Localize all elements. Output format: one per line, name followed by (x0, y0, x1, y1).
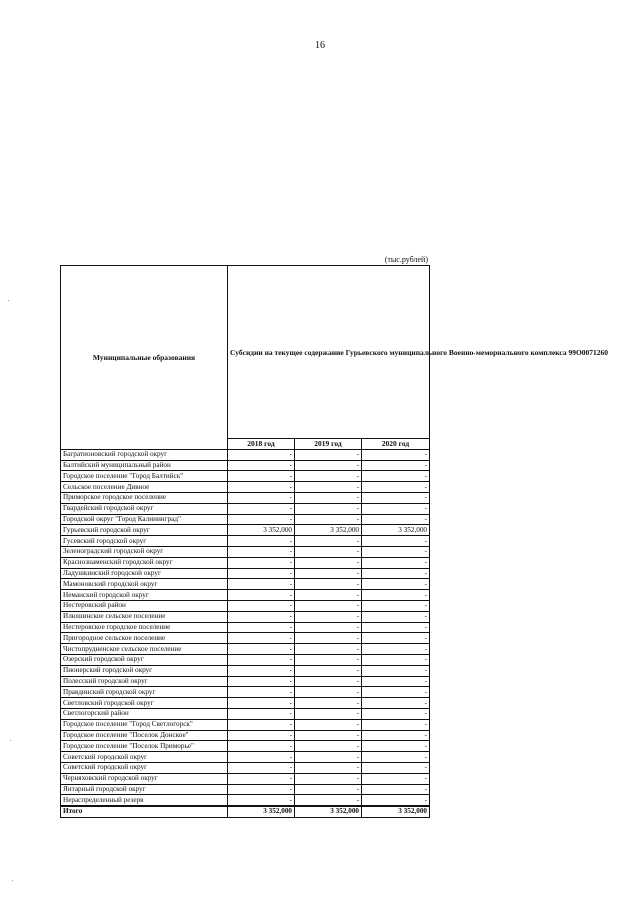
value-2020-cell: - (362, 611, 430, 622)
value-2020-cell: - (362, 514, 430, 525)
value-2018-cell: - (228, 752, 295, 763)
table-row (61, 482, 430, 493)
municipality-header: Муниципальные образования (61, 266, 228, 450)
table-row (61, 708, 430, 719)
value-2019-cell: - (295, 698, 362, 709)
subsidy-table (60, 265, 609, 818)
municipality-name-cell: Итого (61, 806, 228, 817)
value-2018-cell: - (228, 698, 295, 709)
municipality-name-cell: Городское поселение "Город Светлогорск" (61, 719, 228, 730)
table-row (61, 590, 430, 601)
value-2020-cell: - (362, 600, 430, 611)
table-row (61, 471, 430, 482)
table-row (61, 741, 430, 752)
value-2020-cell: - (362, 536, 430, 547)
value-2019-cell: - (295, 482, 362, 493)
table-row (61, 568, 430, 579)
value-2020-cell: - (362, 698, 430, 709)
value-2019-cell: - (295, 665, 362, 676)
table-row (61, 795, 430, 806)
value-2020-cell: - (362, 784, 430, 795)
municipality-name-cell: Нестеровское городское поселение (61, 622, 228, 633)
municipality-name-cell: Городское поселение "Поселок Донское" (61, 730, 228, 741)
table-row (61, 449, 430, 460)
municipality-name-cell: Гвардейский городской округ (61, 503, 228, 514)
value-2019-cell: - (295, 741, 362, 752)
table-row (61, 730, 430, 741)
value-2019-cell: - (295, 514, 362, 525)
value-2020-cell: - (362, 579, 430, 590)
value-2020-cell: - (362, 676, 430, 687)
value-2018-cell: - (228, 482, 295, 493)
value-2019-cell: - (295, 622, 362, 633)
value-2020-cell: - (362, 644, 430, 655)
value-2018-cell: - (228, 611, 295, 622)
value-2018-cell: - (228, 460, 295, 471)
scan-artifact (12, 880, 13, 881)
value-2018-cell: - (228, 654, 295, 665)
value-2019-cell: - (295, 611, 362, 622)
value-2020-cell: - (362, 568, 430, 579)
value-2020-cell: - (362, 471, 430, 482)
value-2018-cell: - (228, 762, 295, 773)
municipality-name-cell: Правдинский городской округ (61, 687, 228, 698)
value-2020-cell: - (362, 795, 430, 806)
value-2020-cell: - (362, 708, 430, 719)
year-2018-header: 2018 год (228, 439, 295, 450)
value-2019-cell: - (295, 795, 362, 806)
value-2018-cell: - (228, 665, 295, 676)
value-2018-cell: - (228, 471, 295, 482)
value-2020-cell: - (362, 546, 430, 557)
municipality-name-cell: Советский городской округ (61, 752, 228, 763)
value-2020-cell: - (362, 762, 430, 773)
value-2020-cell: - (362, 482, 430, 493)
value-2019-cell: - (295, 503, 362, 514)
municipality-name-cell: Нестеровский район (61, 600, 228, 611)
value-2018-cell: - (228, 492, 295, 503)
value-2018-cell: - (228, 795, 295, 806)
value-2018-cell: 3 352,000 (228, 525, 295, 536)
municipality-name-cell: Неманский городской округ (61, 590, 228, 601)
value-2019-cell: - (295, 708, 362, 719)
municipality-name-cell: Илюшинское сельское поселение (61, 611, 228, 622)
table-row (61, 557, 430, 568)
municipality-name-cell: Нераспределенный резерв (61, 795, 228, 806)
municipality-name-cell: Янтарный городской округ (61, 784, 228, 795)
units-label: (тыс.рублей) (384, 255, 428, 264)
value-2019-cell: - (295, 557, 362, 568)
municipality-name-cell: Зеленоградский городской округ (61, 546, 228, 557)
value-2018-cell: 3 352,000 (228, 806, 295, 817)
value-2018-cell: - (228, 590, 295, 601)
value-2020-cell: - (362, 503, 430, 514)
table-row (61, 654, 430, 665)
value-2019-cell: - (295, 449, 362, 460)
value-2020-cell: - (362, 773, 430, 784)
value-2020-cell: - (362, 730, 430, 741)
table-row (61, 460, 430, 471)
municipality-name-cell: Багратионовский городской округ (61, 449, 228, 460)
value-2019-cell: - (295, 600, 362, 611)
header-row (61, 266, 430, 439)
value-2018-cell: - (228, 600, 295, 611)
scan-artifact (8, 300, 9, 301)
value-2018-cell: - (228, 784, 295, 795)
municipality-name-cell: Балтийский муниципальный район (61, 460, 228, 471)
value-2020-cell: - (362, 654, 430, 665)
municipality-name-cell: Светловский городской округ (61, 698, 228, 709)
table-row (61, 719, 430, 730)
table-row (61, 536, 430, 547)
municipality-name-cell: Пионерский городской округ (61, 665, 228, 676)
value-2018-cell: - (228, 503, 295, 514)
table-row (61, 698, 430, 709)
municipality-name-cell: Гурьевский городской округ (61, 525, 228, 536)
table-row (61, 633, 430, 644)
table-row (61, 687, 430, 698)
municipality-name-cell: Советский городской округ (61, 762, 228, 773)
value-2018-cell: - (228, 773, 295, 784)
value-2018-cell: - (228, 622, 295, 633)
value-2020-cell: - (362, 460, 430, 471)
municipality-name-cell: Городской округ "Город Калининград" (61, 514, 228, 525)
table-row (61, 762, 430, 773)
value-2019-cell: - (295, 752, 362, 763)
value-2018-cell: - (228, 449, 295, 460)
value-2018-cell: - (228, 557, 295, 568)
year-2019-header: 2019 год (295, 439, 362, 450)
value-2018-cell: - (228, 568, 295, 579)
value-2019-cell: - (295, 730, 362, 741)
table-row (61, 514, 430, 525)
value-2018-cell: - (228, 708, 295, 719)
value-2020-cell: - (362, 590, 430, 601)
value-2019-cell: - (295, 460, 362, 471)
municipality-name-cell: Сельское поселение Дивное (61, 482, 228, 493)
municipality-name-cell: Черняховский городской округ (61, 773, 228, 784)
value-2019-cell: - (295, 471, 362, 482)
table-row (61, 546, 430, 557)
value-2019-cell: - (295, 719, 362, 730)
table-row (61, 784, 430, 795)
value-2020-cell: - (362, 741, 430, 752)
value-2018-cell: - (228, 633, 295, 644)
value-2020-cell: - (362, 665, 430, 676)
table-row (61, 676, 430, 687)
table-row (61, 644, 430, 655)
value-2018-cell: - (228, 719, 295, 730)
municipality-name-cell: Мамоновский городской округ (61, 579, 228, 590)
value-2020-cell: - (362, 492, 430, 503)
value-2018-cell: - (228, 687, 295, 698)
value-2019-cell: - (295, 676, 362, 687)
value-2018-cell: - (228, 730, 295, 741)
page-number: 16 (315, 40, 325, 51)
value-2020-cell: - (362, 557, 430, 568)
value-2019-cell: - (295, 536, 362, 547)
value-2019-cell: - (295, 590, 362, 601)
value-2020-cell: - (362, 622, 430, 633)
value-2018-cell: - (228, 546, 295, 557)
value-2020-cell: - (362, 633, 430, 644)
value-2019-cell: - (295, 644, 362, 655)
value-2020-cell: 3 352,000 (362, 806, 430, 817)
municipality-name-cell: Светлогорский район (61, 708, 228, 719)
table-row (61, 503, 430, 514)
value-2019-cell: - (295, 546, 362, 557)
municipality-name-cell: Городское поселение "Город Балтийск" (61, 471, 228, 482)
table-row (61, 492, 430, 503)
municipality-name-cell: Гусевский городской округ (61, 536, 228, 547)
municipality-name-cell: Чистопрудненское сельское поселение (61, 644, 228, 655)
scan-artifact (10, 740, 11, 741)
total-row (61, 806, 430, 817)
municipality-name-cell: Полесский городской округ (61, 676, 228, 687)
value-2020-cell: - (362, 449, 430, 460)
municipality-name-cell: Приморское городское поселение (61, 492, 228, 503)
value-2019-cell: - (295, 687, 362, 698)
subsidy-header: Субсидии на текущее содержание Гурьевского муниципального Военно-мемориального комплекса 99О0071260 (228, 266, 430, 439)
municipality-name-cell: Озерский городской округ (61, 654, 228, 665)
value-2020-cell: 3 352,000 (362, 525, 430, 536)
value-2020-cell: - (362, 687, 430, 698)
year-2020-header: 2020 год (362, 439, 430, 450)
value-2019-cell: - (295, 492, 362, 503)
table-row (61, 752, 430, 763)
value-2020-cell: - (362, 719, 430, 730)
value-2019-cell: - (295, 773, 362, 784)
value-2018-cell: - (228, 644, 295, 655)
table-row (61, 622, 430, 633)
value-2019-cell: - (295, 568, 362, 579)
table-row (61, 525, 430, 536)
value-2020-cell: - (362, 752, 430, 763)
table-row (61, 773, 430, 784)
value-2018-cell: - (228, 676, 295, 687)
municipality-name-cell: Ладушкинский городской округ (61, 568, 228, 579)
municipality-name-cell: Краснознаменский городской округ (61, 557, 228, 568)
value-2019-cell: - (295, 579, 362, 590)
value-2019-cell: - (295, 633, 362, 644)
table-row (61, 611, 430, 622)
table-row (61, 579, 430, 590)
value-2019-cell: - (295, 762, 362, 773)
value-2019-cell: 3 352,000 (295, 525, 362, 536)
value-2018-cell: - (228, 514, 295, 525)
value-2018-cell: - (228, 579, 295, 590)
value-2018-cell: - (228, 741, 295, 752)
value-2019-cell: 3 352,000 (295, 806, 362, 817)
value-2019-cell: - (295, 784, 362, 795)
value-2018-cell: - (228, 536, 295, 547)
table-row (61, 600, 430, 611)
municipality-name-cell: Пригородное сельское поселение (61, 633, 228, 644)
table-row (61, 665, 430, 676)
municipality-name-cell: Городское поселение "Поселок Приморье" (61, 741, 228, 752)
value-2019-cell: - (295, 654, 362, 665)
